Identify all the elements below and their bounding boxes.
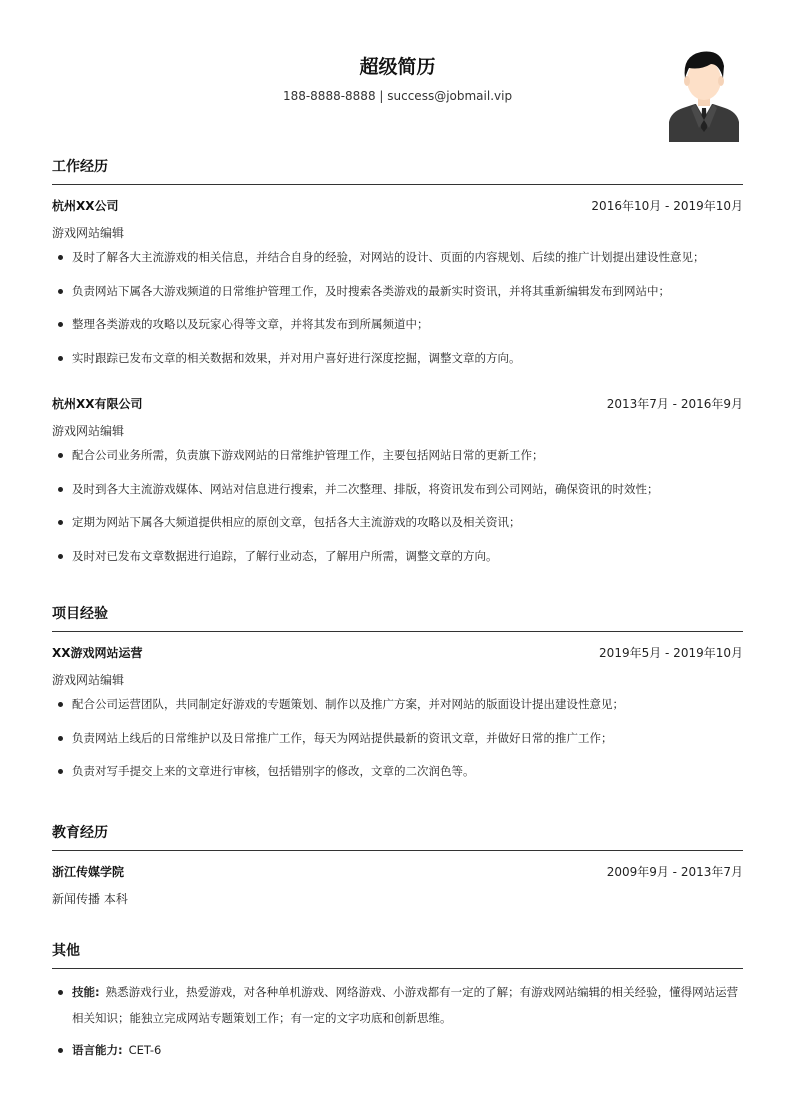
item-label: 技能:	[72, 985, 100, 999]
list-item	[52, 979, 743, 1031]
list-item: 及时了解各大主流游戏的相关信息，并结合自身的经验，对网站的设计、页面的内容规划、后续的推广计划提出建设性意见；	[52, 248, 743, 266]
entry-items	[52, 248, 743, 367]
project-entry	[52, 644, 743, 780]
section-title-project: 项目经验	[52, 602, 743, 632]
entry-date: 2009年9月 - 2013年7月	[606, 865, 743, 879]
entry-items	[52, 446, 743, 565]
other-items	[52, 979, 743, 1063]
work-entry	[52, 383, 743, 580]
entry-org: 杭州XX有限公司	[52, 397, 143, 411]
project-section	[52, 602, 743, 796]
list-item: 及时到各大主流游戏媒体、网站对信息进行搜索，并二次整理、排版，将资讯发布到公司网站，确保资讯的时效性；	[52, 480, 743, 498]
list-item: 定期为网站下属各大频道提供相应的原创文章，包括各大主流游戏的攻略以及相关资讯；	[52, 513, 743, 531]
item-label: 语言能力:	[72, 1043, 123, 1057]
section-title-work: 工作经历	[52, 155, 743, 185]
entry-date: 2016年10月 - 2019年10月	[591, 199, 743, 213]
list-item	[52, 1037, 743, 1063]
entry-role: 游戏网站编辑	[52, 226, 125, 240]
work-entry	[52, 197, 743, 367]
work-section	[52, 155, 743, 382]
list-item: 配合公司运营团队，共同制定好游戏的专题策划、制作以及推广方案，并对网站的版面设计提出建设性意见；	[52, 695, 743, 713]
list-item: 配合公司业务所需，负责旗下游戏网站的日常维护管理工作，主要包括网站日常的更新工作；	[52, 446, 743, 464]
avatar	[669, 48, 739, 142]
entry-org: 杭州XX公司	[52, 199, 119, 213]
entry-role: 游戏网站编辑	[52, 673, 125, 687]
entry-date: 2013年7月 - 2016年9月	[606, 397, 743, 411]
entry-role: 游戏网站编辑	[52, 424, 125, 438]
resume-page	[52, 0, 743, 1107]
list-item: 整理各类游戏的攻略以及玩家心得等文章，并将其发布到所属频道中；	[52, 315, 743, 333]
education-entry	[52, 863, 743, 908]
entry-role: 新闻传播 本科	[52, 892, 128, 906]
section-title-other: 其他	[52, 939, 743, 969]
resume-name: 超级简历	[359, 56, 436, 78]
education-section	[52, 821, 743, 908]
entry-items	[52, 695, 743, 780]
list-item: 实时跟踪已发布文章的相关数据和效果，并对用户喜好进行深度挖掘，调整文章的方向。	[52, 349, 743, 367]
entry-org: XX游戏网站运营	[52, 646, 143, 660]
list-item: 负责对写手提交上来的文章进行审核，包括错别字的修改，文章的二次润色等。	[52, 762, 743, 780]
entry-date: 2019年5月 - 2019年10月	[599, 646, 743, 660]
item-text: CET-6	[128, 1043, 162, 1057]
list-item: 负责网站下属各大游戏频道的日常维护管理工作，及时搜索各类游戏的最新实时资讯，并将其重新编辑发布到网站中；	[52, 282, 743, 300]
entry-org: 浙江传媒学院	[52, 865, 125, 879]
other-section	[52, 939, 743, 1069]
section-title-education: 教育经历	[52, 821, 743, 851]
resume-header	[52, 0, 743, 150]
list-item: 及时对已发布文章数据进行追踪，了解行业动态，了解用户所需，调整文章的方向。	[52, 547, 743, 565]
contact-info: 188-8888-8888 | success@jobmail.vip	[282, 89, 513, 103]
item-text: 熟悉游戏行业，热爱游戏，对各种单机游戏、网络游戏、小游戏都有一定的了解；有游戏网站编辑的相关经验，懂得网站运营相关知识；能独立完成网站专题策划工作；有一定的文字功底和创新思维。	[72, 985, 739, 1025]
list-item: 负责网站上线后的日常维护以及日常推广工作，每天为网站提供最新的资讯文章，并做好日常的推广工作；	[52, 729, 743, 747]
